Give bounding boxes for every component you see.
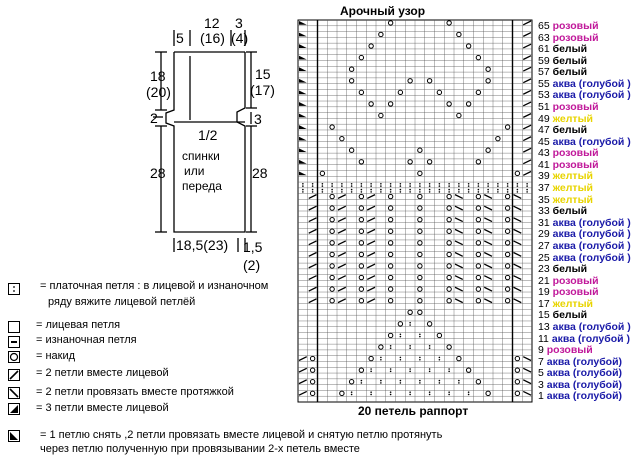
legend-garter-line1: = платочная петля : в лицевой и изнаночном [40, 280, 269, 292]
row-label [538, 183, 593, 194]
row-label [538, 114, 593, 125]
row-color-name: аква (голубой ) [552, 228, 631, 241]
row-label [538, 206, 587, 217]
legend-knit: = лицевая петля [36, 319, 121, 331]
row-label [538, 380, 622, 391]
row-number: 15 [538, 309, 553, 322]
row-label [538, 137, 631, 148]
row-label [538, 391, 622, 402]
row-color-name: аква (голубой) [546, 367, 623, 380]
legend-sk2p-line1: = 1 петлю снять ,2 петли провязать вместе лицевой и снятую петлю протянуть [40, 429, 443, 441]
row-label [538, 264, 587, 275]
row-color-name: розовый [552, 147, 599, 160]
row-label [538, 67, 587, 78]
row-label [538, 229, 631, 240]
row-label [538, 79, 631, 90]
right-small-length: 3 [254, 111, 262, 127]
row-color-name: аква (голубой) [546, 390, 623, 403]
row-color-name: белый [552, 43, 588, 56]
row-number: 59 [538, 54, 553, 67]
row-number: 55 [538, 77, 553, 90]
row-number: 11 [538, 332, 552, 345]
row-color-name: аква (голубой ) [552, 89, 631, 102]
row-number: 7 [538, 355, 547, 368]
row-label [538, 287, 599, 298]
center-text-or: или [184, 164, 205, 178]
repeat-label: 20 петель раппорт [358, 404, 469, 418]
row-number: 45 [538, 135, 553, 148]
pattern-title: Арочный узор [340, 4, 426, 18]
row-color-name: белый [552, 263, 588, 276]
half-label: 1/2 [198, 127, 218, 143]
row-color-name: розовый [552, 274, 599, 287]
row-label [538, 218, 631, 229]
bottom-right-length-alt: (2) [243, 257, 261, 273]
row-number: 33 [538, 205, 553, 218]
row-label [538, 102, 599, 113]
row-color-name: розовый [552, 101, 599, 114]
row-label [538, 195, 593, 206]
row-color-name: аква (голубой ) [552, 239, 631, 252]
row-number: 35 [538, 193, 553, 206]
legend-purl: = изнаночная петля [36, 334, 137, 346]
center-text-front: переда [182, 179, 222, 193]
row-label [538, 334, 630, 345]
left-lower-length: 28 [150, 165, 166, 181]
row-number: 9 [538, 344, 547, 357]
row-color-name: желтый [552, 297, 593, 310]
legend-k3tog: = 3 петли вместе лицевой [36, 402, 169, 414]
row-color-name: аква (голубой ) [552, 216, 631, 229]
row-number: 49 [538, 112, 553, 125]
row-label [538, 322, 631, 333]
row-color-name: желтый [552, 182, 593, 195]
row-label [538, 160, 599, 171]
row-number: 27 [538, 239, 553, 252]
row-color-name: аква (голубой) [546, 378, 623, 391]
row-number: 21 [538, 274, 553, 287]
row-number: 17 [538, 297, 553, 310]
top-center-number: 12 [204, 15, 220, 31]
legend-k2tog-tbl: = 2 петли провязать вместе протяжкой [36, 386, 234, 398]
row-color-name: белый [552, 309, 588, 322]
row-number: 13 [538, 320, 553, 333]
row-number: 29 [538, 228, 553, 241]
left-small-length: 2 [150, 110, 158, 126]
row-number: 1 [538, 390, 547, 403]
row-number: 3 [538, 378, 547, 391]
top-right-number: 3 [235, 15, 243, 31]
row-color-name: аква (голубой ) [552, 251, 631, 264]
row-number: 5 [538, 367, 547, 380]
row-number: 57 [538, 66, 553, 79]
row-color-name: аква (голубой) [546, 355, 623, 368]
row-label [538, 33, 599, 44]
row-label [538, 241, 631, 252]
row-number: 53 [538, 89, 553, 102]
row-color-name: аква (голубой ) [552, 135, 631, 148]
legend-sk2p-line2: через петлю полученную при провязывании 2-х петель вместе [40, 443, 360, 455]
row-label [538, 171, 593, 182]
row-label [538, 148, 599, 159]
top-right-number-alt: (4) [231, 30, 249, 46]
top-center-number-alt: (16) [200, 30, 225, 46]
row-color-name: аква (голубой ) [551, 332, 631, 345]
row-number: 25 [538, 251, 553, 264]
row-label [538, 345, 593, 356]
row-number: 43 [538, 147, 553, 160]
row-label [538, 90, 631, 101]
row-label [538, 299, 593, 310]
row-number: 61 [538, 43, 553, 56]
top-left-number: 5 [176, 30, 184, 46]
row-number: 41 [538, 158, 553, 171]
row-color-name: желтый [552, 170, 593, 183]
row-number: 65 [538, 20, 553, 32]
row-color-name: розовый [552, 31, 599, 44]
row-number: 63 [538, 31, 553, 44]
row-label [538, 56, 587, 67]
row-color-name: желтый [552, 112, 593, 125]
left-upper-length: 18 [150, 68, 166, 84]
left-upper-length-alt: (20) [146, 84, 171, 100]
row-label [538, 368, 622, 379]
row-label [538, 357, 622, 368]
row-color-name: розовый [552, 20, 599, 32]
bottom-right-length: 1,5 [243, 239, 263, 255]
row-color-name: белый [552, 205, 588, 218]
bottom-width: 18,5(23) [176, 237, 229, 253]
row-color-name: белый [552, 54, 588, 67]
row-color-name: розовый [552, 158, 599, 171]
right-lower-length: 28 [252, 165, 268, 181]
row-number: 19 [538, 286, 553, 299]
right-upper-length-alt: (17) [250, 82, 275, 98]
row-label [538, 276, 599, 287]
row-color-name: розовый [546, 344, 593, 357]
legend-k2tog: = 2 петли вместе лицевой [36, 367, 169, 379]
legend-yarn-over: = накид [36, 350, 76, 362]
row-label [538, 253, 631, 264]
row-label [538, 21, 599, 32]
row-number: 31 [538, 216, 553, 229]
row-color-name: белый [552, 66, 588, 79]
legend-garter-line2: ряду вяжите лицевой петлёй [48, 296, 196, 308]
row-label [538, 310, 587, 321]
row-color-name: аква (голубой ) [552, 77, 631, 90]
center-text-back: спинки [182, 149, 220, 163]
row-color-name: аква (голубой ) [552, 320, 631, 333]
row-number: 37 [538, 182, 553, 195]
row-color-name: белый [552, 124, 588, 137]
row-color-name: розовый [552, 286, 599, 299]
row-color-name: желтый [552, 193, 593, 206]
row-label [538, 125, 587, 136]
row-number: 47 [538, 124, 553, 137]
row-label [538, 44, 587, 55]
row-number: 51 [538, 101, 553, 114]
row-number: 23 [538, 263, 553, 276]
row-number: 39 [538, 170, 553, 183]
right-upper-length: 15 [255, 66, 271, 82]
